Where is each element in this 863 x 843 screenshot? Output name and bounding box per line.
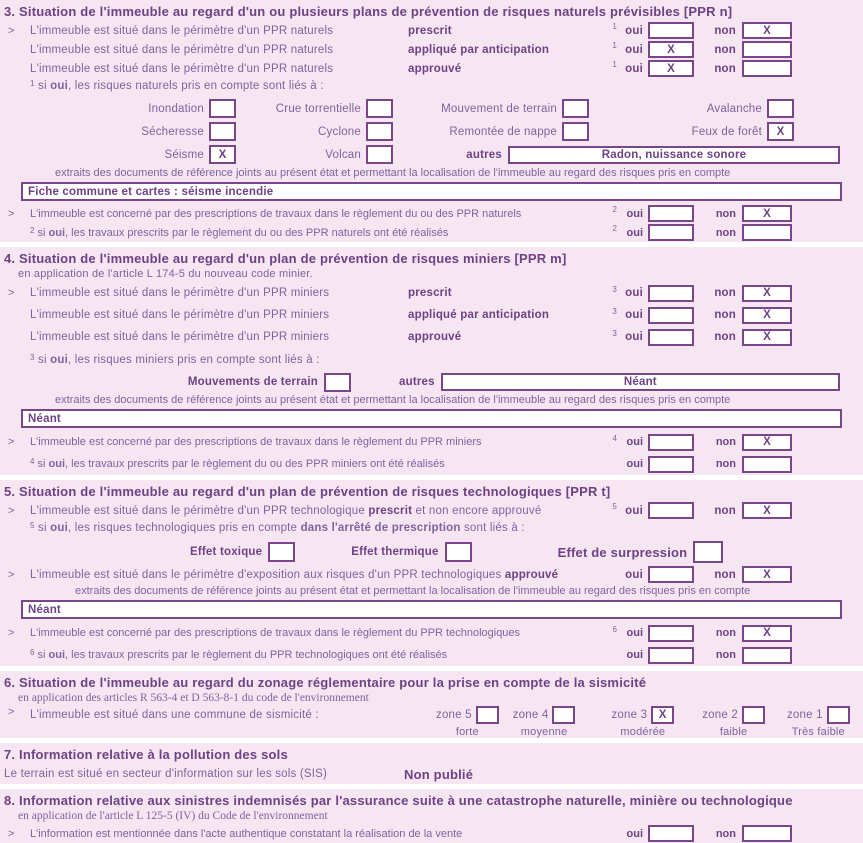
non-label: non [714, 43, 736, 56]
risk-volcan-checkbox[interactable] [366, 145, 393, 164]
oui-checkbox[interactable] [648, 625, 694, 642]
zone-label: zone 3 [611, 709, 648, 721]
zone-3-group [611, 706, 674, 738]
section6-subtitle: en application des articles R 563-4 et D 563-8-1 du code de l'environnement [18, 692, 369, 704]
prescriptions-travaux-row [0, 204, 863, 223]
autres-miniers-input[interactable]: Néant [441, 373, 840, 391]
footnote-ref: 6 [30, 648, 35, 657]
non-checkbox[interactable] [742, 825, 792, 842]
oui-checkbox[interactable] [648, 502, 694, 519]
ppr-miniers-row-prescrit [0, 282, 863, 304]
row-marker: > [8, 627, 15, 639]
zone-2-checkbox[interactable] [742, 706, 765, 724]
risk-crue-torrentielle-checkbox[interactable] [366, 99, 393, 118]
risk-checkbox-row-1 [0, 97, 863, 120]
non-checkbox[interactable]: X [742, 434, 792, 451]
oui-label: oui [626, 827, 643, 840]
section-pollution-sols [0, 743, 863, 784]
non-checkbox[interactable]: X [742, 205, 792, 222]
oui-checkbox[interactable] [648, 825, 694, 842]
oui-checkbox[interactable] [648, 224, 694, 241]
non-checkbox[interactable] [742, 224, 792, 241]
footnote-ref: 2 [612, 205, 617, 214]
prescriptions-travaux-row [0, 622, 863, 644]
effect-label: Effet de surpression [557, 544, 688, 560]
row-status: approuvé [408, 331, 462, 343]
risk-label: Avalanche [706, 102, 762, 115]
oui-checkbox[interactable] [648, 329, 694, 346]
risk-label: Mouvement de terrain [441, 102, 557, 115]
risk-inondation-checkbox[interactable] [209, 99, 236, 118]
row-status: approuvé [408, 62, 462, 75]
oui-checkbox[interactable] [648, 647, 694, 664]
risk-seisme-checkbox[interactable]: X [209, 145, 236, 164]
row-label: L'immeuble est situé dans le périmètre d'un PPR miniers [30, 287, 330, 299]
prescriptions-travaux-row [0, 431, 863, 453]
footnote-ref: 3 [30, 353, 35, 362]
row-label: L'immeuble est concerné par des prescriptions de travaux dans le règlement du PPR miniers [30, 436, 482, 448]
non-label: non [715, 627, 736, 639]
ppr-miniers-row-anticipation [0, 304, 863, 326]
non-label: non [714, 287, 736, 299]
non-label: non [714, 504, 736, 517]
zone-1-checkbox[interactable] [827, 706, 850, 724]
footnote-ref: 5 [612, 502, 617, 511]
row-marker: > [8, 287, 15, 299]
travaux-realises-row: $^6$ si oui, les travaux prescrits par le règlement du PPR technologiques ont été réalisés oui non [0, 644, 863, 666]
risk-label: Cyclone [318, 125, 361, 138]
row-status: prescrit [408, 287, 452, 299]
row-marker: > [8, 568, 15, 581]
section4-title: 4. Situation de l'immeuble au regard d'un plan de prévention de risques miniers [PPR m] [4, 251, 567, 266]
ppr-naturels-row-anticipation [0, 40, 863, 59]
ppr-techno-approuve-row: > L'immeuble est situé dans le périmètre d'exposition aux risques d'un PPR technologiques approuvé oui non X [0, 565, 863, 584]
autres-risques-input[interactable]: Radon, nuissance sonore [508, 146, 840, 164]
row-status: appliqué par anticipation [408, 309, 550, 321]
section-ppr-miniers [0, 247, 863, 475]
ppr-techno-prescrit-row: > L'immeuble est situé dans le périmètre d'un PPR technologique prescrit et non encore approuvé 5 oui non X [0, 501, 863, 520]
effet-surpression-checkbox[interactable] [693, 541, 723, 563]
non-checkbox[interactable] [742, 41, 792, 58]
mouvements-terrain-row [0, 371, 863, 393]
sis-row [0, 764, 863, 784]
ppr-naturels-row-prescrit [0, 21, 863, 40]
row-label: L'immeuble est situé dans le périmètre d'un PPR miniers [30, 331, 330, 343]
row-label: L'immeuble est situé dans le périmètre d'un PPR miniers [30, 309, 330, 321]
zone-label: zone 2 [702, 709, 738, 721]
non-checkbox[interactable]: X [742, 566, 792, 583]
extraits-note: extraits des documents de référence joints au présent état et permettant la localisation de l'immeuble au regard des risques pris en compte [55, 394, 731, 406]
non-label: non [715, 226, 736, 239]
footnote-ref: 4 [612, 433, 617, 443]
autres-label: autres [399, 376, 435, 388]
oui-checkbox[interactable] [648, 456, 694, 473]
documents-reference-input[interactable]: Néant [21, 409, 842, 428]
zone-level-label: moyenne [520, 726, 568, 738]
footnote-ref: 3 [612, 306, 617, 316]
effet-toxique-checkbox[interactable] [268, 542, 295, 562]
risk-checkbox-row-2 [0, 120, 863, 143]
row-status: prescrit [408, 24, 452, 37]
section-sismicite [0, 671, 863, 738]
non-checkbox[interactable]: X [742, 307, 792, 324]
oui-label: oui [626, 207, 643, 220]
footnote-ref: 1 [612, 60, 617, 69]
section-ppr-technologiques [0, 480, 863, 666]
row-label: L'immeuble est concerné par des prescriptions de travaux dans le règlement du ou des PPR naturels [30, 207, 522, 220]
non-label: non [715, 436, 736, 448]
non-label: non [714, 24, 736, 37]
oui-checkbox[interactable] [648, 434, 694, 451]
zone-5-group [436, 706, 499, 738]
risk-remontee-nappe-checkbox[interactable] [562, 122, 589, 141]
oui-label: oui [626, 458, 643, 470]
non-checkbox[interactable]: X [742, 285, 792, 302]
oui-label: oui [625, 43, 643, 56]
oui-label: oui [625, 24, 643, 37]
non-checkbox[interactable] [742, 647, 792, 664]
oui-label: oui [625, 309, 643, 321]
footnote-ref: 2 [30, 225, 35, 235]
oui-checkbox[interactable] [648, 566, 694, 583]
footnote-ref: 6 [612, 624, 617, 634]
section5-title: 5. Situation de l'immeuble au regard d'un plan de prévention de risques technologiques [PPR t] [4, 484, 611, 499]
row-status: appliqué par anticipation [408, 43, 550, 56]
sismicite-label: L'immeuble est situé dans une commune de sismicité : [30, 709, 319, 721]
risk-label: Inondation [148, 102, 204, 115]
risk-checkbox-row-3 [0, 143, 863, 166]
ppr-naturels-row-approuve [0, 59, 863, 78]
section8-title: 8. Information relative aux sinistres indemnisés par l'assurance suite à une catastrophe naturelle, minière ou technologique [4, 793, 793, 808]
oui-checkbox[interactable] [648, 285, 694, 302]
mouvements-terrain-checkbox[interactable] [324, 373, 351, 392]
row-marker: > [8, 24, 15, 37]
risk-label: Feux de forêt [691, 125, 762, 138]
oui-label: oui [625, 62, 643, 75]
extraits-note: extraits des documents de référence joints au présent état et permettant la localisation de l'immeuble au regard des risques pris en compte [55, 167, 731, 179]
effect-label: Effet thermique [351, 546, 439, 558]
risk-label: Sécheresse [141, 125, 204, 138]
documents-reference-input[interactable]: Néant [21, 600, 842, 619]
risk-avalanche-checkbox[interactable] [767, 99, 794, 118]
oui-label: oui [625, 287, 643, 299]
oui-checkbox[interactable] [648, 307, 694, 324]
extraits-note: extraits des documents de référence joints au présent état et permettant la localisation de l'immeuble au regard des risques pris en compte [75, 585, 751, 597]
footnote-ref: 1 [30, 79, 35, 88]
risk-feux-foret-checkbox[interactable]: X [767, 122, 794, 141]
non-label: non [714, 62, 736, 75]
zone-2-group [702, 706, 765, 738]
footnote-ref: 4 [30, 457, 35, 466]
row-marker: > [8, 207, 15, 220]
section7-title: 7. Information relative à la pollution des sols [4, 747, 288, 762]
risk-cyclone-checkbox[interactable] [366, 122, 393, 141]
oui-label: oui [625, 331, 643, 343]
risk-label: Remontée de nappe [449, 125, 557, 138]
non-label: non [714, 331, 736, 343]
mouvements-terrain-label: Mouvements de terrain [187, 376, 318, 388]
travaux-realises-row: $^4$ si oui, les travaux prescrits par le règlement du ou des PPR miniers ont été réalisés oui non [0, 453, 863, 475]
non-checkbox[interactable]: X [742, 502, 792, 519]
row-label: L'immeuble est situé dans le périmètre d'un PPR naturels [30, 43, 334, 56]
risk-label: Séisme [164, 148, 204, 161]
footnote-ref: 3 [612, 328, 617, 338]
zone-4-group [513, 706, 576, 738]
zone-5-checkbox[interactable] [476, 706, 499, 724]
zone-level-label: faible [719, 726, 748, 738]
oui-checkbox[interactable] [648, 22, 694, 39]
note-risques-naturels: $^1$ si oui, les risques naturels pris en compte sont liés à : [30, 79, 324, 92]
footnote-ref: 1 [612, 41, 617, 50]
non-label: non [714, 568, 736, 581]
note-risques-technologiques: $^5$ si oui, les risques technologiques pris en compte dans l'arrêté de prescription sont liés à : [30, 521, 525, 534]
non-label: non [715, 649, 736, 661]
non-label: non [714, 309, 736, 321]
non-label: non [715, 207, 736, 220]
risk-mouvement-terrain-checkbox[interactable] [562, 99, 589, 118]
non-label: non [715, 827, 736, 840]
oui-label: oui [626, 226, 643, 239]
zone-4-checkbox[interactable] [552, 706, 575, 724]
row-label: L'immeuble est situé dans le périmètre d'un PPR naturels [30, 24, 334, 37]
risk-label: Volcan [325, 148, 361, 161]
note-risques-miniers: $^3$ si oui, les risques miniers pris en compte sont liés à : [30, 353, 320, 366]
footnote-ref: 3 [612, 284, 617, 294]
risk-label: Crue torrentielle [275, 102, 361, 115]
footnote-ref: 1 [612, 22, 617, 31]
row-label: L'information est mentionnée dans l'acte authentique constatant la réalisation de la vente [30, 827, 463, 840]
effet-thermique-checkbox[interactable] [445, 542, 472, 562]
autres-label: autres [466, 148, 502, 161]
zone-label: zone 4 [512, 709, 549, 721]
zone-1-group [787, 706, 850, 738]
footnote-ref: 2 [612, 224, 617, 233]
acte-authentique-row [0, 824, 863, 843]
section8-subtitle: en application de l'article L 125-5 (IV) du Code de l'environnement [18, 810, 328, 822]
row-marker: > [8, 706, 15, 718]
zone-level-label: forte [455, 726, 479, 738]
row-label: L'immeuble est situé dans le périmètre d'un PPR naturels [30, 62, 334, 75]
oui-checkbox[interactable]: X [648, 41, 694, 58]
zone-level-label: Très faible [791, 726, 845, 738]
documents-reference-input[interactable]: Fiche commune et cartes : séisme incendie [21, 182, 842, 201]
sis-status-value: Non publié [404, 766, 474, 782]
section-sinistres-indemnises [0, 789, 863, 843]
oui-checkbox[interactable] [648, 205, 694, 222]
sis-label: Le terrain est situé en secteur d'information sur les sols (SIS) [4, 768, 328, 780]
non-checkbox[interactable] [742, 60, 792, 77]
effect-label: Effet toxique [190, 546, 263, 558]
non-checkbox[interactable]: X [742, 625, 792, 642]
oui-checkbox[interactable]: X [648, 60, 694, 77]
oui-label: oui [626, 649, 643, 661]
zone-label: zone 1 [786, 709, 823, 721]
row-marker: > [8, 436, 15, 448]
oui-label: oui [625, 504, 643, 517]
travaux-realises-row: $^2$ si oui, les travaux prescrits par le règlement du ou des PPR naturels ont été réalisés 2 oui non [0, 223, 863, 242]
zone-3-checkbox[interactable]: X [651, 706, 674, 724]
oui-label: oui [626, 436, 643, 448]
row-marker: > [8, 504, 15, 517]
oui-label: oui [626, 627, 643, 639]
non-checkbox[interactable]: X [742, 329, 792, 346]
non-label: non [715, 458, 736, 470]
row-marker: > [8, 827, 15, 840]
section3-title: 3. Situation de l'immeuble au regard d'un ou plusieurs plans de prévention de risques naturels prévisibles [PPR n] [4, 4, 733, 19]
row-label: L'immeuble est concerné par des prescriptions de travaux dans le règlement du PPR technologiques [30, 627, 521, 639]
footnote-ref: 5 [30, 521, 35, 530]
effects-row [0, 539, 863, 565]
section6-title: 6. Situation de l'immeuble au regard du zonage réglementaire pour la prise en compte de la sismicité [4, 675, 647, 690]
non-checkbox[interactable] [742, 456, 792, 473]
risk-secheresse-checkbox[interactable] [209, 122, 236, 141]
zone-level-label: modérée [620, 726, 666, 738]
zone-label: zone 5 [436, 709, 472, 721]
non-checkbox[interactable]: X [742, 22, 792, 39]
ppr-miniers-row-approuve [0, 326, 863, 348]
sismicite-row [0, 706, 863, 738]
oui-label: oui [625, 568, 643, 581]
section-ppr-naturels [0, 0, 863, 242]
section4-subtitle: en application de l'article L 174-5 du nouveau code minier. [18, 268, 313, 280]
